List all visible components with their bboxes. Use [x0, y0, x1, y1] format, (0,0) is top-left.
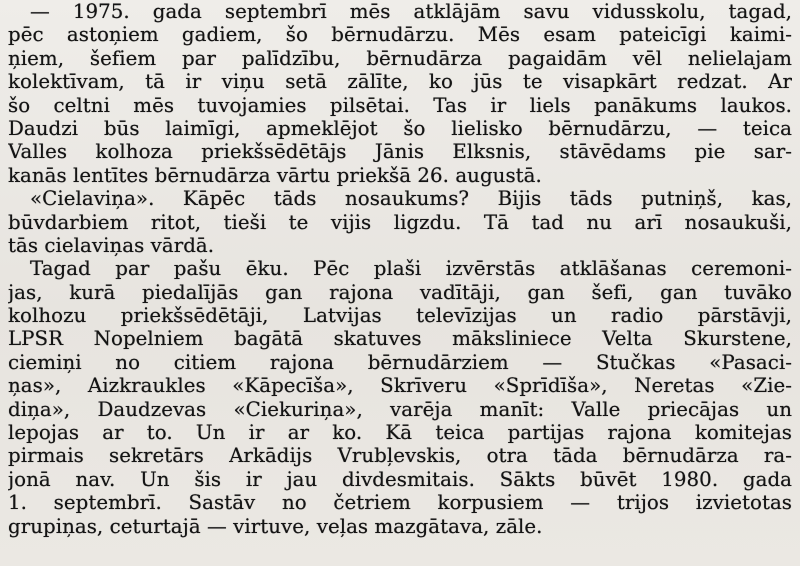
article-body [8, 0, 792, 538]
text-line: lepojas ar to. Un ir ar ko. Kā teica partijas rajona komitejas [8, 421, 792, 445]
text-line: Daudzi būs laimīgi, apmeklējot šo lielisko bērnudārzu, — teica [8, 116, 792, 140]
text-line: ņas», Aizkraukles «Kāpecīša», Skrīveru «Sprīdīša», Neretas «Zie- [8, 374, 792, 398]
paragraph-1 [8, 0, 792, 187]
text-line: ņiem, šefiem par palīdzību, bērnudārza pagaidām vēl nelielajam [8, 46, 792, 70]
text-line: LPSR Nopelniem bagātā skatuves māksliniece Velta Skurstene, [8, 327, 792, 351]
text-line: diņa», Daudzevas «Ciekuriņa», varēja manīt: Valle priecājas un [8, 397, 792, 421]
text-line: būvdarbiem ritot, tieši te vijis ligzdu. Tā tad nu arī nosaukuši, [8, 210, 792, 234]
text-line: kolhozu priekšsēdētāji, Latvijas televīzijas un radio pārstāvji, [8, 304, 792, 328]
text-line: kolektīvam, tā ir viņu setā zālīte, ko jūs te visapkārt redzat. Ar [8, 70, 792, 94]
text-line: «Cielaviņa». Kāpēc tāds nosaukums? Bijis tāds putniņš, kas, [30, 187, 792, 211]
text-line: — 1975. gada septembrī mēs atklājām savu vidusskolu, tagad, [30, 0, 792, 23]
text-line: tās cielaviņas vārdā. [8, 233, 215, 257]
text-line: šo celtni mēs tuvojamies pilsētai. Tas ir liels panākums laukos. [8, 93, 792, 117]
text-line: kanās lentītes bērnudārza vārtu priekšā 26. augustā. [8, 163, 542, 187]
paragraph-2 [8, 187, 792, 257]
text-line: jas, kurā piedalījās gan rajona vadītāji, gan šefi, gan tuvāko [8, 280, 792, 304]
text-line: ciemiņi no citiem rajona bērnudārziem — Stučkas «Pasaci- [8, 350, 792, 374]
text-line: 1. septembrī. Sastāv no četriem korpusiem — trijos izvietotas [8, 491, 792, 515]
text-line: pēc astoņiem gadiem, šo bērnudārzu. Mēs esam pateicīgi kaimi- [8, 23, 792, 47]
text-line: grupiņas, ceturtajā — virtuve, veļas mazgātava, zāle. [8, 514, 543, 538]
text-line: Valles kolhoza priekšsēdētājs Jānis Elksnis, stāvēdams pie sar- [8, 140, 792, 164]
paragraph-3 [8, 257, 792, 538]
text-line: jonā nav. Un šis ir jau divdesmitais. Sākts būvēt 1980. gada [8, 467, 792, 491]
text-line: pirmais sekretārs Arkādijs Vrubļevskis, otra tāda bērnudārza ra- [8, 444, 792, 468]
text-line: Tagad par pašu ēku. Pēc plaši izvērstās atklāšanas ceremoni- [30, 257, 792, 281]
